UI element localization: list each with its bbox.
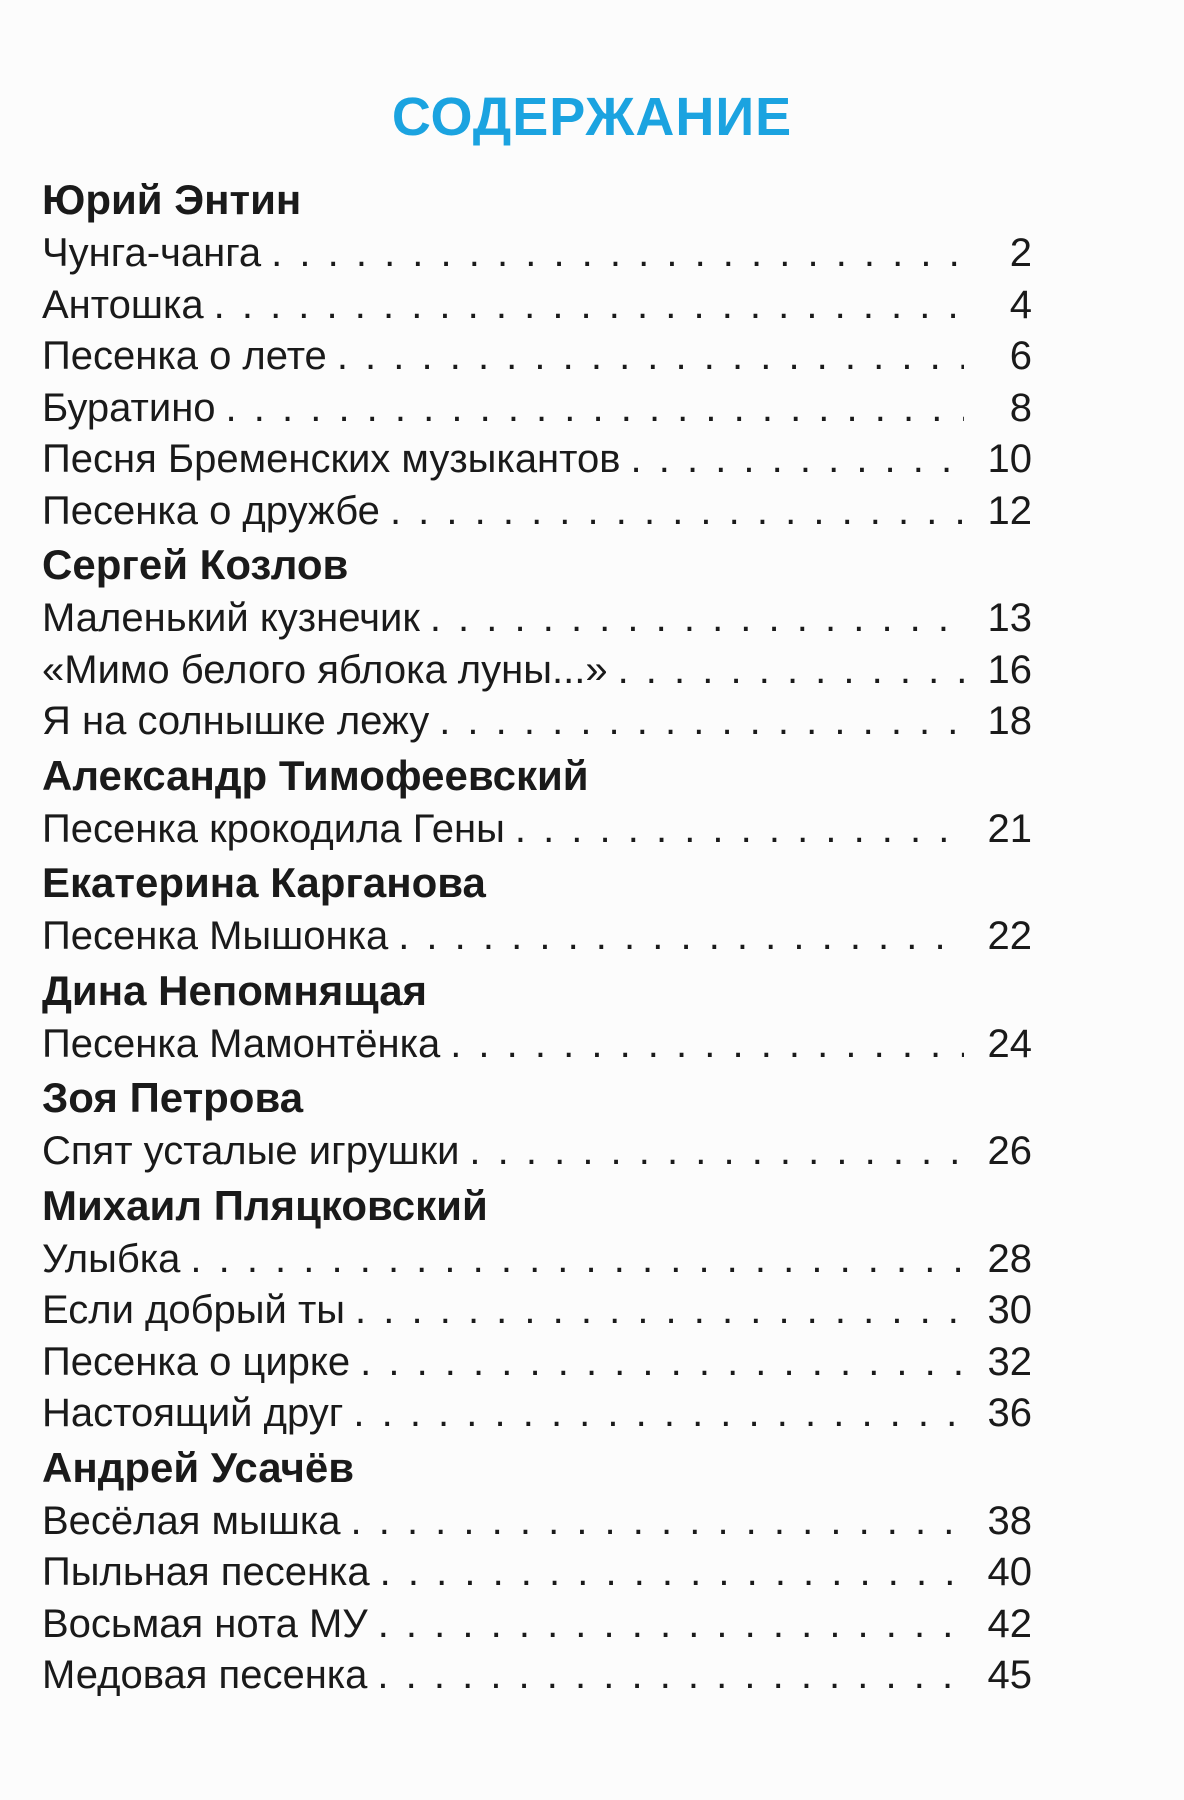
page-title: СОДЕРЖАНИЕ xyxy=(391,87,793,147)
toc-entry[interactable] xyxy=(42,1126,1032,1178)
entry-title: Песенка крокодила Гены xyxy=(42,806,505,851)
entry-title: «Мимо белого яблока луны...» xyxy=(42,647,608,692)
section-author: Сергей Козлов xyxy=(42,541,349,588)
entry-page-number: 21 xyxy=(987,806,1032,851)
entry-title: Пыльная песенка xyxy=(42,1550,370,1594)
entry-title: Песенка о дружбе xyxy=(42,488,380,533)
entry-page-number: 4 xyxy=(1009,282,1032,327)
entry-title: Маленький кузнечик xyxy=(42,596,420,640)
dot-leader xyxy=(631,434,964,486)
entry-title: Песенка о цирке xyxy=(42,1339,351,1384)
toc-entry[interactable] xyxy=(42,1234,1032,1286)
dot-leader xyxy=(390,486,964,538)
entry-page-number: 26 xyxy=(987,1129,1032,1173)
entry-page-number: 22 xyxy=(987,914,1032,958)
entry-page-number: 42 xyxy=(987,1601,1032,1646)
section-author: Юрий Энтин xyxy=(42,176,302,223)
entry-title: Восьмая нота МУ xyxy=(42,1601,368,1646)
dot-leader xyxy=(380,1547,964,1599)
dot-leader xyxy=(469,1126,964,1178)
dot-leader xyxy=(430,593,964,645)
toc-entry[interactable] xyxy=(42,383,1032,435)
toc-entry[interactable] xyxy=(42,645,1032,697)
dot-leader xyxy=(439,696,964,748)
toc-entry[interactable] xyxy=(42,1599,1032,1651)
dot-leader xyxy=(337,331,964,383)
toc-entry[interactable] xyxy=(42,804,1032,856)
entry-title: Весёлая мышка xyxy=(42,1498,341,1543)
toc-entry[interactable] xyxy=(42,1285,1032,1337)
section-author: Зоя Петрова xyxy=(42,1074,304,1121)
toc-entry[interactable] xyxy=(42,1496,1032,1548)
dot-leader xyxy=(378,1599,964,1651)
entry-title: Я на солнышке лежу xyxy=(42,699,430,743)
entry-page-number: 32 xyxy=(987,1339,1032,1384)
toc-entry[interactable] xyxy=(42,486,1032,538)
section-author: Александр Тимофеевский xyxy=(42,751,589,799)
entry-title: Чунга-чанга xyxy=(42,231,262,275)
entry-page-number: 30 xyxy=(987,1288,1032,1332)
section-author: Андрей Усачёв xyxy=(42,1443,355,1491)
entry-page-number: 6 xyxy=(1009,334,1032,378)
toc-entry[interactable] xyxy=(42,1337,1032,1389)
toc-list xyxy=(42,172,1032,1702)
entry-page-number: 16 xyxy=(987,647,1032,692)
section-author: Михаил Пляцковский xyxy=(42,1181,488,1229)
entry-title: Песенка Мамонтёнка xyxy=(42,1021,441,1066)
toc-entry[interactable] xyxy=(42,228,1032,280)
toc-entry[interactable] xyxy=(42,1650,1032,1702)
dot-leader xyxy=(450,1019,964,1071)
toc-entry[interactable] xyxy=(42,1547,1032,1599)
dot-leader xyxy=(214,280,964,332)
toc-entry[interactable] xyxy=(42,280,1032,332)
section-author: Дина Непомнящая xyxy=(42,966,428,1014)
entry-title: Песенка Мышонка xyxy=(42,914,389,958)
dot-leader xyxy=(190,1234,964,1286)
dot-leader xyxy=(271,228,964,280)
entry-page-number: 13 xyxy=(987,596,1032,640)
entry-page-number: 28 xyxy=(987,1236,1032,1281)
entry-page-number: 18 xyxy=(987,699,1032,743)
entry-page-number: 45 xyxy=(987,1653,1032,1697)
entry-title: Песня Бременских музыкантов xyxy=(42,437,621,481)
entry-page-number: 38 xyxy=(987,1498,1032,1543)
entry-page-number: 24 xyxy=(987,1021,1032,1066)
entry-title: Антошка xyxy=(42,282,204,327)
entry-page-number: 12 xyxy=(987,488,1032,533)
entry-title: Буратино xyxy=(42,385,216,430)
dot-leader xyxy=(398,911,964,963)
entry-title: Если добрый ты xyxy=(42,1288,346,1332)
dot-leader xyxy=(360,1337,964,1389)
dot-leader xyxy=(355,1285,964,1337)
entry-page-number: 2 xyxy=(1009,231,1032,275)
entry-title: Спят усталые игрушки xyxy=(42,1129,460,1173)
toc-entry[interactable] xyxy=(42,911,1032,963)
entry-title: Настоящий друг xyxy=(42,1391,344,1435)
entry-title: Улыбка xyxy=(42,1236,181,1281)
toc-entry[interactable] xyxy=(42,593,1032,645)
entry-title: Медовая песенка xyxy=(42,1653,368,1697)
entry-title: Песенка о лете xyxy=(42,334,327,378)
dot-leader xyxy=(515,804,964,856)
dot-leader xyxy=(618,645,964,697)
entry-page-number: 40 xyxy=(987,1550,1032,1594)
toc-entry[interactable] xyxy=(42,331,1032,383)
toc-entry[interactable] xyxy=(42,434,1032,486)
dot-leader xyxy=(226,383,964,435)
toc-entry[interactable] xyxy=(42,696,1032,748)
entry-page-number: 8 xyxy=(1009,385,1032,430)
toc-entry[interactable] xyxy=(42,1388,1032,1440)
section-author: Екатерина Карганова xyxy=(42,859,486,906)
dot-leader xyxy=(351,1496,965,1548)
entry-page-number: 36 xyxy=(987,1391,1032,1435)
dot-leader xyxy=(377,1650,964,1702)
entry-page-number: 10 xyxy=(987,437,1032,481)
toc-entry[interactable] xyxy=(42,1019,1032,1071)
dot-leader xyxy=(353,1388,964,1440)
